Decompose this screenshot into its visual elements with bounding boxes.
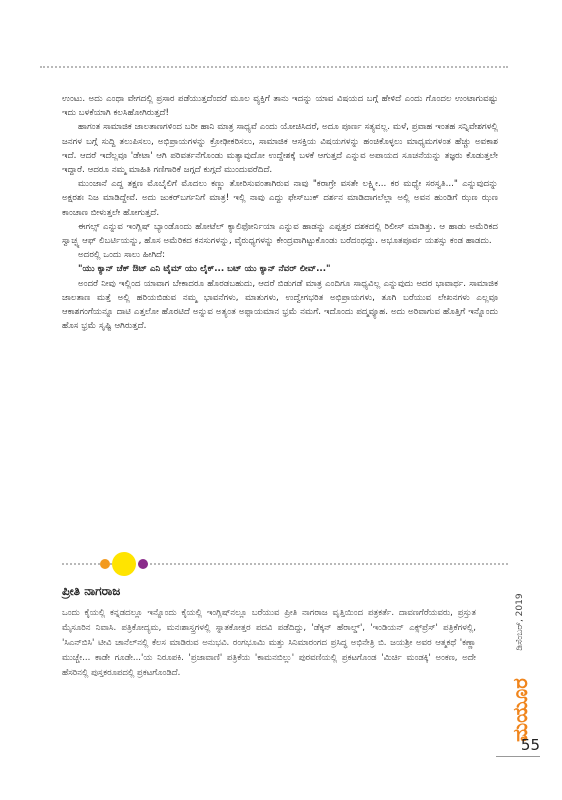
article-paragraph: ಅದರಲ್ಲಿ ಒಂದು ಸಾಲು ಹೀಗಿದೆ: bbox=[78, 250, 166, 261]
author-bio: ಒಂದು ಕೈಯಲ್ಲಿ ಕನ್ನಡದಲ್ಲೂ ಇನ್ನೊಂದು ಕೈಯಲ್ಲಿ ಇಂಗ್ಲಿಷ್‌ನಲ್ಲೂ ಬರೆಯುವ ಪ್ರೀತಿ ನಾಗರಾಜ ವೃತ್ತಿಯಿಂದ ಪತ್ರಕರ್ತೆ. ದಾವಣಗೆರೆಯವರು, ಪ್ರಸ್ತುತ ಮೈಸೂರಿನ ನಿವಾಸಿ. ಪತ್ರಿಕೋದ್ಯಮ, ಮನಃಶಾಸ್ತ್ರಗಳಲ್ಲಿ ಸ್ನಾತಕೋತ್ತರ ಪದವಿ ಪಡೆದಿದ್ದು, 'ಡೆಕ್ಕನ್ ಹೆರಾಲ್ಡ್', 'ಇಂಡಿಯನ್ ಎಕ್ಸ್‌ಪ್ರೆಸ್' ಪತ್ರಿಕೆಗಳಲ್ಲಿ, 'ಸಿಎನ್‌ಬಿಸಿ' ಟೀವಿ ಚಾನೆಲ್‌ನಲ್ಲಿ ಕೆಲಸ ಮಾಡಿರುವ ಅನುಭವಿ. ರಂಗಭೂಮಿ ಮತ್ತು ಸಿನಿಮಾರಂಗದ ಪ್ರಸಿದ್ಧ ಅಭಿನೇತ್ರಿ ಬಿ. ಜಯಶ್ರೀ ಅವರ ಆತ್ಮಕಥೆ 'ಕಣ್ಣಾ ಮುಚ್ಚೇ... ಕಾಡೇ ಗೂಡೇ...'ಯ ನಿರೂಪಕಿ. 'ಪ್ರಜಾವಾಣಿ' ಪತ್ರಿಕೆಯ 'ಕಾಮನಬಿಲ್ಲು' ಪುರವಣಿಯಲ್ಲಿ ಪ್ರಕಟಗೊಂಡ 'ಮಿರ್ಚಿ ಮಂಡಕ್ಕಿ' ಅಂಕಣ, ಅದೇ ಹೆಸರಿನಲ್ಲಿ ಪುಸ್ತಕರೂಪದಲ್ಲಿ ಪ್ರಕಟಗೊಂಡಿದೆ. bbox=[62, 608, 476, 678]
magazine-logo: ಮಯೂರ bbox=[508, 678, 532, 742]
issue-date: ಡಿಸೆಂಬರ್, 2019 bbox=[515, 593, 525, 651]
article-paragraph: ಅಂದರೆ ನೀವು ಇಲ್ಲಿಂದ ಯಾವಾಗ ಬೇಕಾದರೂ ಹೊರಡಬಹುದು, ಆದರೆ ಬಿಡುಗಡೆ ಮಾತ್ರ ಎಂದಿಗೂ ಸಾಧ್ಯವಿಲ್ಲ ಎನ್ನುವುದು ಅದರ ಭಾವಾರ್ಥ. ಸಾಮಾಜಿಕ ಜಾಲತಾಣ ಮತ್ತೆ ಅಲ್ಲಿ ಹರಿಯಬಿಡುವ ನಮ್ಮ ಭಾವನೆಗಳು, ಮಾತುಗಳು, ಉದ್ವೇಗಭರಿತ ಅಭಿಪ್ರಾಯಗಳು, ತೂಗಿ ಬರೆಯುವ ಲೇಖನಗಳು ಎಲ್ಲವೂ ಆಕಾಶಗಂಗೆಯನ್ನೂ ದಾಟಿ ಎತ್ತಲೋ ಹೊರಟಿದೆ ಅನ್ನುವ ಅತ್ಯಂತ ಅಪ್ಪಾಯಮಾನ ಭ್ರಮೆ ನಮಗೆ. ಇದೊಂದು ಪದ್ಮವ್ಯೂಹ. ಅದು ಅರಿವಾಗುವ ಹೊತ್ತಿಗೆ ಇನ್ನೊಂದು ಹೊಸ ಭ್ರಮೆ ಸೃಷ್ಟಿ ಆಗಿರುತ್ತದೆ. bbox=[62, 278, 498, 332]
page-number: 55 bbox=[520, 736, 540, 754]
orange-dot-icon bbox=[100, 559, 110, 569]
purple-dot-icon bbox=[138, 559, 148, 569]
article-paragraph: ಈಗಲ್ಸ್ ಎನ್ನುವ ಇಂಗ್ಲಿಷ್ ಬ್ಯಾಂಡೊಂದು ಹೋಟೆಲ್ ಕ್ಯಾಲಿಫೋರ್ನಿಯಾ ಎನ್ನುವ ಹಾಡನ್ನು ಎಪ್ಪತ್ತರ ದಶಕದಲ್ಲಿ ರಿಲೀಸ್ ಮಾಡಿತ್ತು. ಆ ಹಾಡು ಅಮೆರಿಕದ ಸ್ವಾಚ್ಛ್ಯ ಆಫ್ ಲಿಬರ್ಟಿಯನ್ನು, ಹೊಸ ಅಮೆರಿಕದ ಕನಸುಗಳನ್ನು, ವೈರುಧ್ಯಗಳನ್ನು ಕೇಂದ್ರವಾಗಿಟ್ಟುಕೊಂಡು ಬರೆದಂಥದ್ದು. ಅಭೂತಪೂರ್ವ ಯಶಸ್ಸು ಕಂಡ ಹಾಡದು. bbox=[62, 221, 498, 247]
article-paragraph: ಉಂಟು. ಅದು ಎಂಥಾ ವೇಗದಲ್ಲಿ ಪ್ರಸಾರ ಪಡೆಯುತ್ತದೆಂದರೆ ಮೂಲ ವ್ಯಕ್ತಿಗೆ ತಾನು ಇದನ್ನು ಯಾವ ವಿಷಯದ ಬಗ್ಗೆ ಹೇಳಿದೆ ಎಂದು ಗೊಂದಲ ಉಂಟಾಗುವಷ್ಟು ಇದು ಬಳಕೆಯಾಗಿ ಕಲಸಿಹೋಗಿರುತ್ತದೆ! bbox=[62, 94, 498, 119]
top-dotted-rule bbox=[40, 66, 508, 68]
yellow-dot-icon bbox=[112, 552, 136, 576]
page-number-rule bbox=[496, 756, 540, 757]
article-paragraph: ಮುಂಜಾನೆ ಎದ್ದ ತಕ್ಷಣ ಮೊಬೈಲಿಗೆ ಮೊದಲು ಕಣ್ಣು ತೋರಿಸುವಂತಾಗಿರುವ ನಾವು "ಕರಾಗ್ರೇ ವಸತೇ ಲಕ್ಷ್ಮೀ... ಕರ ಮಧ್ಯೇ ಸರಸ್ವತಿ..." ಎನ್ನುವುದನ್ನು ಅಕ್ಷರಶಃ ನಿಜ ಮಾಡಿದ್ದೇವೆ. ಅದು ಜುಕರ್‌ಬರ್ಗನಿಗೆ ಮಾತ್ರ! ಇಲ್ಲಿ ನಾವು ಎದ್ದು ಫೇಸ್‌ಬುಕ್ ದರ್ಶನ ಮಾಡಿದಾಗಲೆಲ್ಲಾ ಅಲ್ಲಿ ಅವನ ಹುಂಡಿಗೆ ಝಣ ಝಣ ಕಾಂಚಾಣ ಬೀಳುತ್ತಲೇ ಹೋಗುತ್ತದೆ. bbox=[62, 179, 498, 218]
section-divider bbox=[62, 552, 508, 576]
author-name: ಪ್ರೀತಿ ನಾಗರಾಜ bbox=[62, 584, 121, 598]
article-body bbox=[62, 92, 498, 333]
article-paragraph: "ಯು ಕ್ಯಾನ್ ಚೆಕ್ ಔಟ್ ಎನಿ ಟೈಮ್ ಯು ಲೈಕ್... ಬಟ್ ಯು ಕ್ಯಾನ್ ನೆವರ್ ಲೀವ್..." bbox=[78, 264, 331, 275]
article-paragraph: ಹಾಗಂತ ಸಾಮಾಜಿಕ ಜಾಲತಾಣಗಳಿಂದ ಬರೀ ಹಾನಿ ಮಾತ್ರ ಸಾಧ್ಯವೆ ಎಂದು ಯೋಚಿಸಿದರೆ, ಅದೂ ಪೂರ್ಣ ಸತ್ಯವಲ್ಲ. ಮಳೆ, ಪ್ರವಾಹ ಇಂತಹ ಸನ್ನಿವೇಶಗಳಲ್ಲಿ ಜನಗಳ ಬಗ್ಗೆ ಸುದ್ದಿ ತಲುಪಿಸಲು, ಅಭಿಪ್ರಾಯಗಳನ್ನು ಕ್ರೋಢೀಕರಿಸಲು, ಸಾಮಾಜಿಕ ಆಸಕ್ತಿಯ ವಿಷಯಗಳನ್ನು ಹಂಚಿಕೊಳ್ಳಲು ಮಾಧ್ಯಮಗಳಂತ ಹೆಚ್ಚು ಅವಕಾಶ ಇದೆ. ಆದರೆ ಇದೆಲ್ಲವೂ 'ಡೇಟಾ' ಆಗಿ ಪರಿವರ್ತನೆಗೊಂಡು ಮತ್ಯಾವುದೋ ಉದ್ದೇಶಕ್ಕೆ ಬಳಕೆ ಆಗುತ್ತದೆ ಎನ್ನುವ ಅಪಾಯದ ಸೂಚನೆಯನ್ನು ತಜ್ಞರು ಕೊಡುತ್ತಲೇ ಇದ್ದಾರೆ. ಆದರೂ ನಮ್ಮ ಮಾಹಿತಿ ಗಣಿಗಾರಿಕೆ ಜಗ್ಗದೆ ಕುಗ್ಗದೆ ಮುಂದುವರೆದಿದೆ. bbox=[62, 122, 498, 176]
